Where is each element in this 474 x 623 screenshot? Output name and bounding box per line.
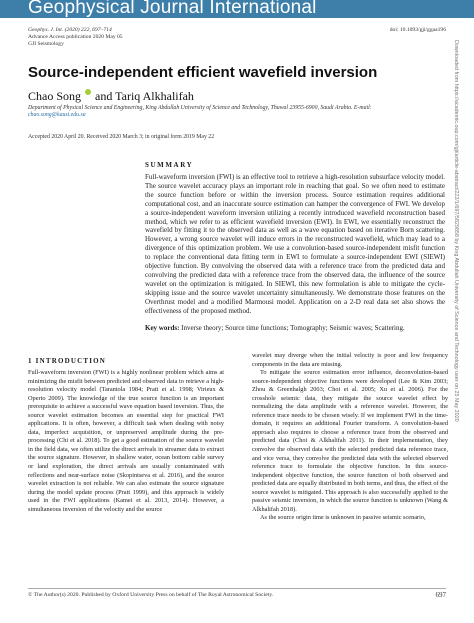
journal-title: Geophysical Journal International: [28, 0, 317, 18]
advance-access: Advance Access publication 2020 May 05: [28, 33, 123, 40]
orcid-icon[interactable]: [85, 89, 91, 95]
doi[interactable]: doi: 10.1093/gji/ggaa196: [389, 27, 446, 33]
article-dates: Accepted 2020 April 20. Received 2020 March 3; in original form 2019 May 22: [28, 134, 215, 140]
copyright: © The Author(s) 2020. Published by Oxford University Press on behalf of The Royal Astronomical Society.: [28, 592, 274, 598]
journal-section: GJI Seismology: [28, 40, 64, 47]
author-line: [28, 89, 194, 104]
keywords-label: Key words:: [145, 323, 180, 332]
page-number: 697: [435, 591, 446, 599]
body-column-right: [252, 352, 448, 523]
paragraph: As the source origin time is unknown in passive seismic scenario,: [260, 514, 426, 522]
paragraph: Full-waveform inversion (FWI) is a highly nonlinear problem which aims at minimizing the misfit between predicted and observed data to retrieve a high-resolution velocity model (Tarantola 1984; Pratt et al. 1998; Virieux & Operto 2009). The knowledge of the true source function is an important prerequisite to achieve a successful wave equation based inversion. Thus, the source wavelet estimation becomes an essential step for practical FWI applications. It is often, however, a difficult task when dealing with noisy data, imperfect acquisition, or unpreserved amplitude during the pre-processing (Chi et al. 2018). To get a good estimation of the source wavelet in the field data, we often utilize the direct arrivals in streamer data to extract the source signature. However, in shallow water, ocean bottom cable survey or land exploration, the direct arrivals are usually contaminated with reflections and near-surface noise (Skopintseva et al. 2016), and the source wavelet extraction is not reliable. We can also estimate the source signature during the model update process (Pratt 1999), and this approach is widely used in the FWI applications (Kamei et al. 2013, 2014). However, a simultaneous inversion of the velocity and the source: [28, 369, 224, 513]
body-column-left: [28, 369, 224, 514]
keywords-list: Inverse theory; Source time functions; Tomography; Seismic waves; Scattering.: [181, 323, 405, 332]
affiliation-block: [28, 105, 372, 119]
download-sidebar: [452, 40, 462, 580]
download-note: Downloaded from https://academic.oup.com/gji/article-abstract/222/1/697/5829858 by King Abdullah University of Science and Technology user on 25 May 2020: [453, 40, 459, 422]
author-email[interactable]: chao.song@kaust.edu.sa: [28, 112, 86, 118]
summary-section: [145, 161, 445, 332]
article-title: Source-independent efficient wavefield inversion: [28, 64, 378, 81]
keywords: [145, 324, 445, 333]
footer-divider: [28, 588, 446, 589]
author-name[interactable]: Chao Song: [28, 89, 82, 103]
affiliation: Department of Physical Science and Engineering, King Abdullah University of Science and Technology, Thuwal 23955-6900, Saudi Arabia. E-mail:: [28, 105, 372, 111]
summary-body: Full-waveform inversion (FWI) is an effective tool to retrieve a high-resolution subsurface velocity model. The source wavelet accuracy plays an important role in reaching that goal. So we often need to estimate the source function before or within the inversion process. Source estimation requires additional computational cost, and an inaccurate source estimation can hamper the convergence of FWI. We develop a source-independent waveform inversion utilizing a recently introduced wavefield reconstruction based method, which we refer to as efficient wavefield inversion (EWI). In EWI, we essentially reconstruct the wavefield by fitting it to the observed data as well as a wave equation based on iterative Born scattering. However, a wrong source wavelet will induce errors in the reconstructed wavefield, which may lead to a divergence of this optimization problem. We use a convolution-based source-independent misfit function to replace the conventional data fitting term in EWI to formulate a source-independent EWI (SIEWI) objective function. By convolving the observed data with a reference trace from the predicted data and convolving the predicted data with a reference trace from the observed data, the influence of the source wavelet on the optimization is mitigated. In SIEWI, this new formulation is able to mitigate the cycle-skipping issue and the source wavelet uncertainty simultaneously. We demonstrate those features on the Overthrust model and a modified Marmousi model. Application on a 2-D real data set also shows the effectiveness of the proposed method.: [145, 173, 445, 315]
section-heading-introduction: 1 INTRODUCTION: [28, 357, 107, 365]
journal-banner: [0, 0, 474, 18]
paragraph: To mitigate the source estimation error influence, deconvolution-based source-independent objective functions were developed (Lee & Kim 2003; Zhou & Greenhalgh 2003; Choi et al. 2005; Xu et al. 2006). For the crosshole seismic data, they mitigate the source wavelet effect by normalizing the data amplitude with a reference wavelet. However, the reference trace needs to be chosen wisely. If we implement FWI in the time-domain, it requires an additional Fourier transform. A convolution-based approach also requires to choose a reference trace from the observed and predicted data (Choi & Alkhalifah 2011). In their implementation, they convolve the observed data with the selected predicted data reference trace, and vice versa, they convolve the predicted data with the selected observed reference trace to formulate the objective function. In this source-independent objective function, the source function of both observed and predicted data are equally distributed in both terms, and thus, the effect of the source wavelet is mitigated. This approach is also successfully applied to the passive seismic inversion, in which the source function is unknown (Wang & Alkhalifah 2018).: [252, 369, 448, 513]
paragraph: wavelet may diverge when the initial velocity is poor and low frequency components in the data are missing.: [252, 352, 448, 368]
summary-heading: SUMMARY: [145, 161, 194, 169]
citation-block: [28, 27, 123, 47]
author-name-second[interactable]: and Tariq Alkhalifah: [95, 89, 194, 103]
citation: Geophys. J. Int. (2020) 222, 697–714: [28, 27, 112, 33]
